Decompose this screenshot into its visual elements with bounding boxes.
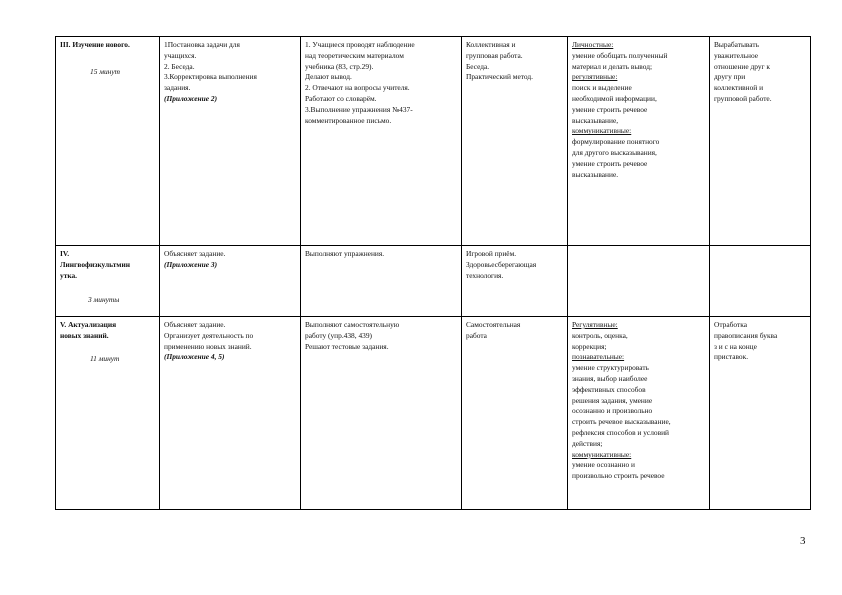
text-line: 1Постановка задачи для bbox=[164, 40, 240, 49]
result-list bbox=[714, 40, 806, 105]
text-line: 2. Отвечают на вопросы учителя. bbox=[305, 83, 410, 93]
text-line: 3.Выполнение упражнения №437- bbox=[305, 104, 413, 114]
text-line: з и с на конце bbox=[714, 341, 757, 351]
uud-line: осознанно и произвольно bbox=[572, 406, 653, 416]
uud-line: знания, выбор наиболее bbox=[572, 373, 648, 383]
uud-line: рефлексия способов и условий bbox=[572, 427, 669, 437]
uud-line: поиск и выделение bbox=[572, 83, 632, 93]
text-line: V. Актуализация bbox=[60, 320, 117, 329]
uud-category: Личностные: bbox=[572, 40, 614, 49]
uud-category: Регулятивные: bbox=[572, 320, 618, 329]
uud-line: эффективных способов bbox=[572, 384, 646, 394]
uud-line: умение строить речевое bbox=[572, 158, 648, 168]
methods-list bbox=[466, 320, 563, 342]
text-line: Решают тестовые задания. bbox=[305, 341, 389, 351]
text-line: работу (упр.438, 439) bbox=[305, 330, 372, 340]
stage-cell bbox=[56, 37, 160, 246]
uud-category: регулятивные: bbox=[572, 72, 618, 82]
text-line: задания. bbox=[164, 83, 191, 93]
student-activity-cell bbox=[301, 246, 462, 317]
uud-line: материал и делать вывод; bbox=[572, 61, 653, 71]
stage-time: 3 минуты bbox=[88, 295, 120, 305]
text-line: 2. Беседа. bbox=[164, 61, 195, 71]
uud-line: формулирование понятного bbox=[572, 137, 660, 147]
stage-title bbox=[60, 40, 155, 51]
teacher-activity bbox=[164, 320, 296, 352]
uud-line: необходимой информации, bbox=[572, 93, 657, 103]
text-line: применению новых знаний. bbox=[164, 341, 252, 351]
uud-line: умение строить речевое bbox=[572, 104, 648, 114]
text-line: Объясняет задание. bbox=[164, 320, 226, 329]
text-line: Выполняют упражнения. bbox=[305, 249, 385, 258]
text-line: Коллективная и bbox=[466, 40, 516, 49]
result-cell bbox=[710, 246, 811, 317]
lesson-plan-table bbox=[55, 36, 811, 510]
text-line: Организует деятельность по bbox=[164, 330, 254, 340]
stage-time: 11 минут bbox=[90, 353, 120, 363]
stage-title bbox=[60, 320, 155, 342]
uud-category: коммуникативные: bbox=[572, 126, 632, 136]
uud-line: высказывание. bbox=[572, 169, 619, 179]
uud-line: коррекция; bbox=[572, 341, 607, 351]
teacher-activity-cell bbox=[160, 317, 301, 510]
result-list bbox=[714, 320, 806, 363]
methods-cell bbox=[462, 317, 568, 510]
uud-line: высказывание, bbox=[572, 115, 619, 125]
text-line: Самостоятельная bbox=[466, 320, 521, 329]
page-number: 3 bbox=[800, 535, 806, 547]
uud-line: действия; bbox=[572, 438, 603, 448]
uud-cell bbox=[568, 317, 710, 510]
uud-line: строить речевое высказывание, bbox=[572, 417, 671, 427]
text-line: коллективной и bbox=[714, 83, 764, 93]
table-row bbox=[56, 246, 811, 317]
text-line: учащихся. bbox=[164, 50, 197, 60]
uud-line: произвольно строить речевое bbox=[572, 471, 665, 481]
text-line: уважительное bbox=[714, 50, 759, 60]
text-line: Объясняет задание. bbox=[164, 249, 226, 258]
result-cell bbox=[710, 317, 811, 510]
stage-cell bbox=[56, 317, 160, 510]
lesson-plan-body bbox=[56, 37, 811, 510]
text-line: технология. bbox=[466, 270, 504, 280]
student-activity bbox=[305, 320, 457, 352]
text-line: 1. Учащиеся проводят наблюдение bbox=[305, 40, 415, 49]
result-cell bbox=[710, 37, 811, 246]
text-line: над теоретическим материалом bbox=[305, 50, 404, 60]
stage-title bbox=[60, 249, 155, 281]
text-line: новых знаний. bbox=[60, 330, 109, 340]
teacher-note: (Приложение 4, 5) bbox=[164, 352, 225, 362]
uud-cell bbox=[568, 246, 710, 317]
text-line: Отработка bbox=[714, 320, 747, 329]
text-line: Вырабатывать bbox=[714, 40, 759, 49]
uud-list bbox=[572, 40, 705, 180]
text-line: IV. bbox=[60, 249, 70, 258]
uud-cell bbox=[568, 37, 710, 246]
text-line: Работают со словарём. bbox=[305, 93, 377, 103]
uud-line: контроль, оценка, bbox=[572, 330, 628, 340]
student-activity-cell bbox=[301, 37, 462, 246]
text-line: Делают вывод. bbox=[305, 72, 352, 82]
methods-cell bbox=[462, 37, 568, 246]
teacher-activity bbox=[164, 40, 296, 94]
uud-list bbox=[572, 320, 705, 482]
text-line: Выполняют самостоятельную bbox=[305, 320, 400, 329]
methods-cell bbox=[462, 246, 568, 317]
text-line: Лингвофизкультмин bbox=[60, 259, 130, 269]
student-activity bbox=[305, 249, 457, 260]
text-line: Здоровьесберегающая bbox=[466, 259, 537, 269]
teacher-activity bbox=[164, 249, 296, 260]
text-line: Беседа. bbox=[466, 61, 490, 71]
text-line: 3.Корректировка выполнения bbox=[164, 72, 257, 82]
teacher-note: (Приложение 2) bbox=[164, 93, 218, 103]
stage-time: 15 минут bbox=[90, 66, 120, 76]
table-row bbox=[56, 317, 811, 510]
text-line: комментированное письмо. bbox=[305, 115, 392, 125]
teacher-activity-cell bbox=[160, 246, 301, 317]
text-line: III. Изучение нового. bbox=[60, 40, 130, 49]
text-line: утка. bbox=[60, 270, 78, 280]
student-activity bbox=[305, 40, 457, 126]
text-line: работа bbox=[466, 330, 487, 340]
uud-category: познавательные: bbox=[572, 352, 625, 362]
text-line: приставок. bbox=[714, 352, 749, 362]
uud-line: решения задания, умение bbox=[572, 395, 653, 405]
text-line: отношение друг к bbox=[714, 61, 771, 71]
text-line: другу при bbox=[714, 72, 746, 82]
uud-line: умение структурировать bbox=[572, 363, 649, 373]
methods-list bbox=[466, 249, 563, 281]
text-line: Практический метод. bbox=[466, 72, 533, 82]
text-line: учебника (83, стр.29). bbox=[305, 61, 374, 71]
text-line: групповая работа. bbox=[466, 50, 523, 60]
table-row bbox=[56, 37, 811, 246]
student-activity-cell bbox=[301, 317, 462, 510]
text-line: правописания буква bbox=[714, 330, 778, 340]
text-line: групповой работе. bbox=[714, 93, 772, 103]
uud-category: коммуникативные: bbox=[572, 449, 632, 459]
teacher-note: (Приложение 3) bbox=[164, 259, 218, 269]
methods-list bbox=[466, 40, 563, 83]
stage-cell bbox=[56, 246, 160, 317]
uud-line: умение осознанно и bbox=[572, 460, 636, 470]
teacher-activity-cell bbox=[160, 37, 301, 246]
uud-line: для другого высказывания, bbox=[572, 147, 657, 157]
uud-line: умение обобщать полученный bbox=[572, 50, 668, 60]
text-line: Игровой приём. bbox=[466, 249, 517, 258]
